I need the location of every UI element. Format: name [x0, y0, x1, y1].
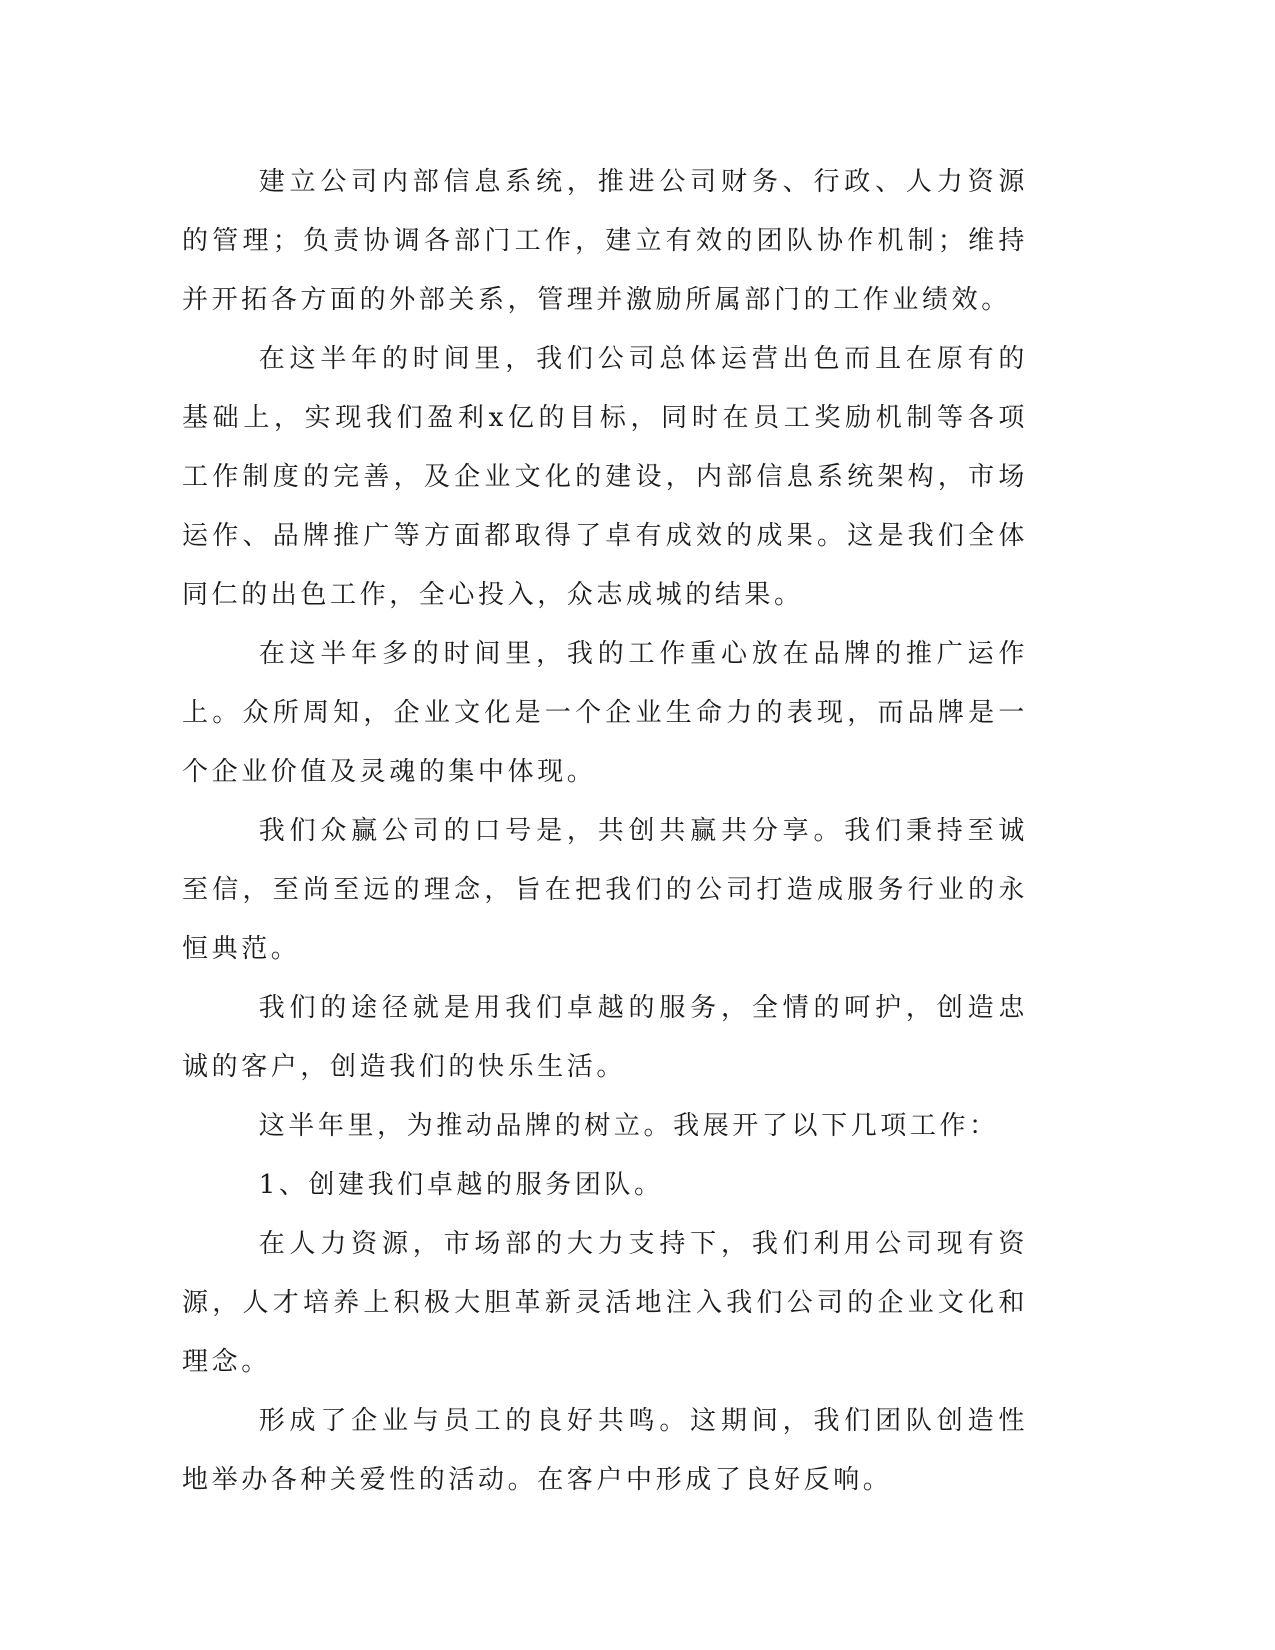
paragraph-info-system: 建立公司内部信息系统，推进公司财务、行政、人力资源的管理；负责协调各部门工作，建立有效的团队协作机制；维持并开拓各方面的外部关系，管理并激励所属部门的工作业绩效。	[182, 167, 1028, 315]
paragraph-company-slogan: 我们众赢公司的口号是，共创共赢共分享。我们秉持至诚至信，至尚至远的理念，旨在把我们的公司打造成服务行业的永恒典范。	[182, 816, 1028, 964]
paragraph-brand-focus: 在这半年多的时间里，我的工作重心放在品牌的推广运作上。众所周知，企业文化是一个企业生命力的表现，而品牌是一个企业价值及灵魂的集中体现。	[182, 639, 1028, 787]
paragraph-half-year-results: 在这半年的时间里，我们公司总体运营出色而且在原有的基础上，实现我们盈利x亿的目标，同时在员工奖励机制等各项工作制度的完善，及企业文化的建设，内部信息系统架构，市场运作、品牌推广等方面都取得了卓有成效的成果。这是我们全体同仁的出色工作，全心投入，众志成城的结果。	[182, 344, 1028, 610]
paragraph-service-approach: 我们的途径就是用我们卓越的服务，全情的呵护，创造忠诚的客户，创造我们的快乐生活。	[182, 993, 1028, 1082]
paragraph-item-1-heading: 1、创建我们卓越的服务团队。	[258, 1170, 664, 1200]
paragraph-employee-resonance: 形成了企业与员工的良好共鸣。这期间，我们团队创造性地举办各种关爱性的活动。在客户中形成了良好反响。	[182, 1406, 1028, 1495]
paragraph-work-intro: 这半年里，为推动品牌的树立。我展开了以下几项工作：	[258, 1111, 999, 1141]
paragraph-hr-support: 在人力资源，市场部的大力支持下，我们利用公司现有资源，人才培养上积极大胆革新灵活地注入我们公司的企业文化和理念。	[182, 1229, 1028, 1377]
document-body	[182, 153, 1028, 1510]
